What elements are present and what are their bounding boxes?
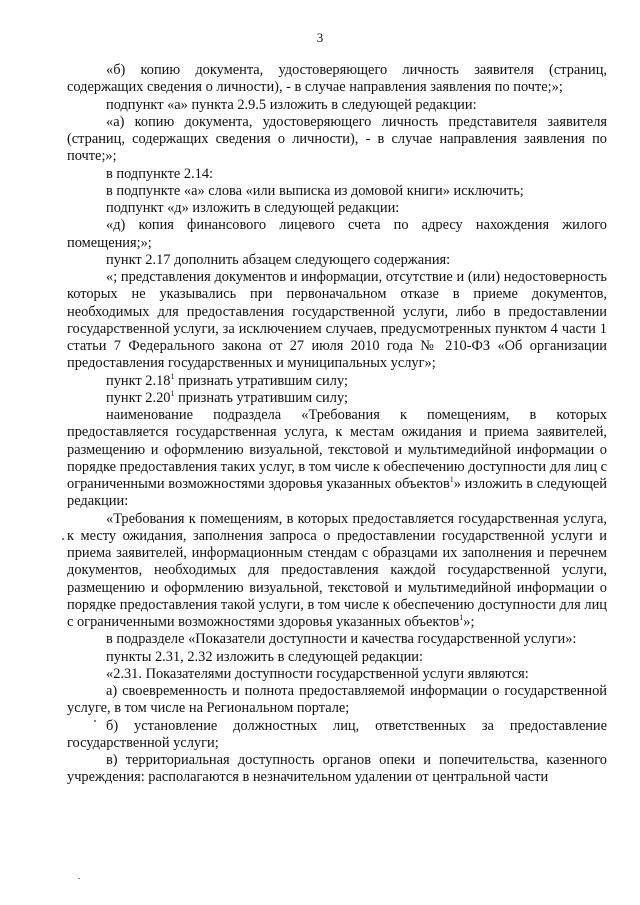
paragraph [67,200,607,217]
scan-speck [62,538,64,540]
footnote-marker: 1 [170,388,175,398]
paragraph-text: «д) копия финансового лицевого счета по адресу нахождения жилого помещения;»; [67,217,607,251]
paragraph [67,114,607,166]
paragraph [67,718,607,753]
paragraph-text-after: признать утратившим силу; [174,372,348,389]
paragraph [67,269,607,373]
footnote-marker: 1 [459,613,464,623]
paragraph-text: «а) копию документа, удостоверяющего личность представителя заявителя (страниц, содержащих сведения о личности), - в случае направления заявления по почте;»; [67,113,607,165]
page-number: 3 [316,30,324,45]
paragraph [67,217,607,252]
paragraph-text: б) установление должностных лиц, ответственных за предоставление государственной услуги; [67,717,607,751]
paragraph-text: пункты 2.31, 2.32 изложить в следующей редакции: [106,648,424,665]
paragraph [67,631,607,648]
paragraph-text: пункт 2.17 дополнить абзацем следующего содержания: [106,251,451,268]
footnote-marker: 1 [449,475,454,485]
paragraph [67,666,607,683]
paragraph-text-after: » изложить в следующей редакции: [67,476,607,510]
paragraph-text: наименование подраздела «Требования к помещениям, в которых предоставляется государственная услуга, к местам ожидания и приема заявителей, размещению и оформлению визуальной, текстовой и мультимедийной информации о порядке предоставления таких услуг, в том числе к обеспечению доступности для лиц с ограниченными возможностями здоровья указанных объектов [67,407,607,492]
footnote-marker: 1 [170,371,175,381]
paragraph-text: «б) копию документа, удостоверяющего личность заявителя (страниц, содержащих сведения о личности), - в случае направления заявления по почте;»; [67,62,607,96]
paragraph [67,683,607,718]
document-body [67,62,607,787]
paragraph-text: «Требования к помещениям, в которых предоставляется государственная услуга, к месту ожидания, заполнения запроса о предоставлении государственной услуги и приема заявителей, информационным стендам с образцами их заполнения и перечнем документов, необходимых для предоставления каждой государственной услуги, размещению и оформлению визуальной, текстовой и мультимедийной информации о порядке предоставления такой услуги, в том числе к обеспечению доступности для лиц с ограниченными возможностями здоровья указанных объектов [67,510,607,630]
paragraph [67,752,607,787]
paragraph-text: в) территориальная доступность органов опеки и попечительства, казенного учреждения: располагаются в незначительном удалении от центральной части [67,752,607,786]
paragraph-text: в подпункте 2.14: [106,165,214,182]
paragraph-text: «; представления документов и информации, отсутствие и (или) недостоверность которых не указывались при первоначальном отказе в приеме документов, необходимых для предоставления государственной услуги, либо в предоставлении государственной услуги, за исключением случаев, предусмотренных пунктом 4 части 1 статьи 7 Федерального закона от 27 июля 2010 года № 210-ФЗ «Об организации предоставления государственных и муниципальных услуг»; [67,269,607,372]
scan-speck [94,720,96,722]
paragraph-text: «2.31. Показателями доступности государственной услуги являются: [106,665,529,682]
paragraph-text-after: »; [463,614,475,630]
paragraph-text-after: признать утратившим силу; [174,389,348,406]
paragraph [67,166,607,183]
paragraph [67,390,607,407]
paragraph [67,62,607,97]
paragraph-text: пункт 2.18 [106,372,171,389]
paragraph [67,511,607,632]
paragraph-text: в подпункте «а» слова «или выписка из домовой книги» исключить; [106,182,524,199]
scan-speck [78,878,80,879]
paragraph [67,373,607,390]
paragraph-text: в подразделе «Показатели доступности и качества государственной услуги»: [106,631,577,648]
paragraph [67,252,607,269]
paragraph [67,407,607,511]
paragraph-text: пункт 2.20 [106,389,171,406]
paragraph [67,183,607,200]
paragraph [67,97,607,114]
paragraph-text: подпункт «а» пункта 2.9.5 изложить в следующей редакции: [106,96,477,113]
paragraph-text: подпункт «д» изложить в следующей редакции: [106,200,400,216]
paragraph [67,649,607,666]
paragraph-text: а) своевременность и полнота предоставляемой информации о государственной услуге, в том числе на Региональном портале; [67,683,607,717]
